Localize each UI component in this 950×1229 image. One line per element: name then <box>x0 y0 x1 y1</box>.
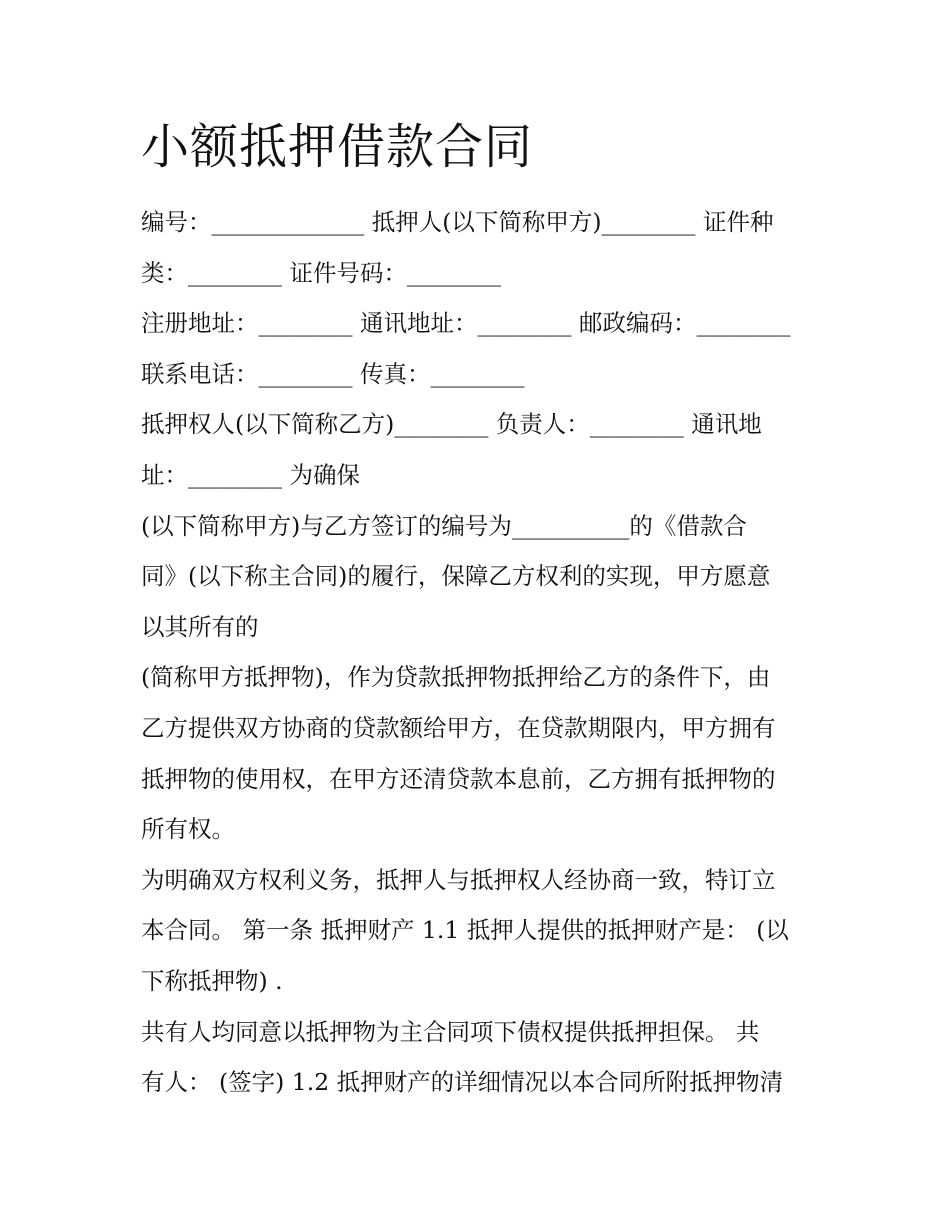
contract-line: 抵押权人(以下简称乙方)________ 负责人：________ 通讯地 <box>141 410 762 439</box>
contract-line: 联系电话：________ 传真：________ <box>141 359 525 388</box>
contract-line: 同》(以下称主合同)的履行，保障乙方权利的实现，甲方愿意 <box>141 562 771 591</box>
contract-line: 本合同。 第一条 抵押财产 1.1 抵押人提供的抵押财产是： (以 <box>141 916 789 945</box>
contract-line: 址：________ 为确保 <box>141 460 360 489</box>
contract-line: 下称抵押物) . <box>141 966 283 995</box>
contract-line: 所有权。 <box>141 815 235 844</box>
contract-line: 乙方提供双方协商的贷款额给甲方，在贷款期限内，甲方拥有 <box>141 713 776 742</box>
document-title: 小额抵押借款合同 <box>141 119 534 175</box>
contract-line: 编号：_____________ 抵押人(以下简称甲方)________ 证件种 <box>141 208 774 236</box>
contract-body <box>141 197 821 1108</box>
contract-line: 有人： (签字) 1.2 抵押财产的详细情况以本合同所附抵押物清 <box>141 1068 784 1097</box>
contract-line: 注册地址：________ 通讯地址：________ 邮政编码：________ <box>141 309 791 338</box>
contract-line: 类：________ 证件号码：________ <box>141 258 501 287</box>
contract-line: 共有人均同意以抵押物为主合同项下债权提供抵押担保。 共 <box>141 1017 760 1046</box>
contract-line: 以其所有的 <box>141 612 259 641</box>
contract-line: 抵押物的使用权，在甲方还清贷款本息前，乙方拥有抵押物的 <box>141 764 776 793</box>
contract-line: (简称甲方抵押物)，作为贷款抵押物抵押给乙方的条件下，由 <box>141 663 771 692</box>
contract-line: 为明确双方权利义务，抵押人与抵押权人经协商一致，特订立 <box>141 865 776 894</box>
contract-line: (以下简称甲方)与乙方签订的编号为__________的《借款合 <box>141 511 747 540</box>
